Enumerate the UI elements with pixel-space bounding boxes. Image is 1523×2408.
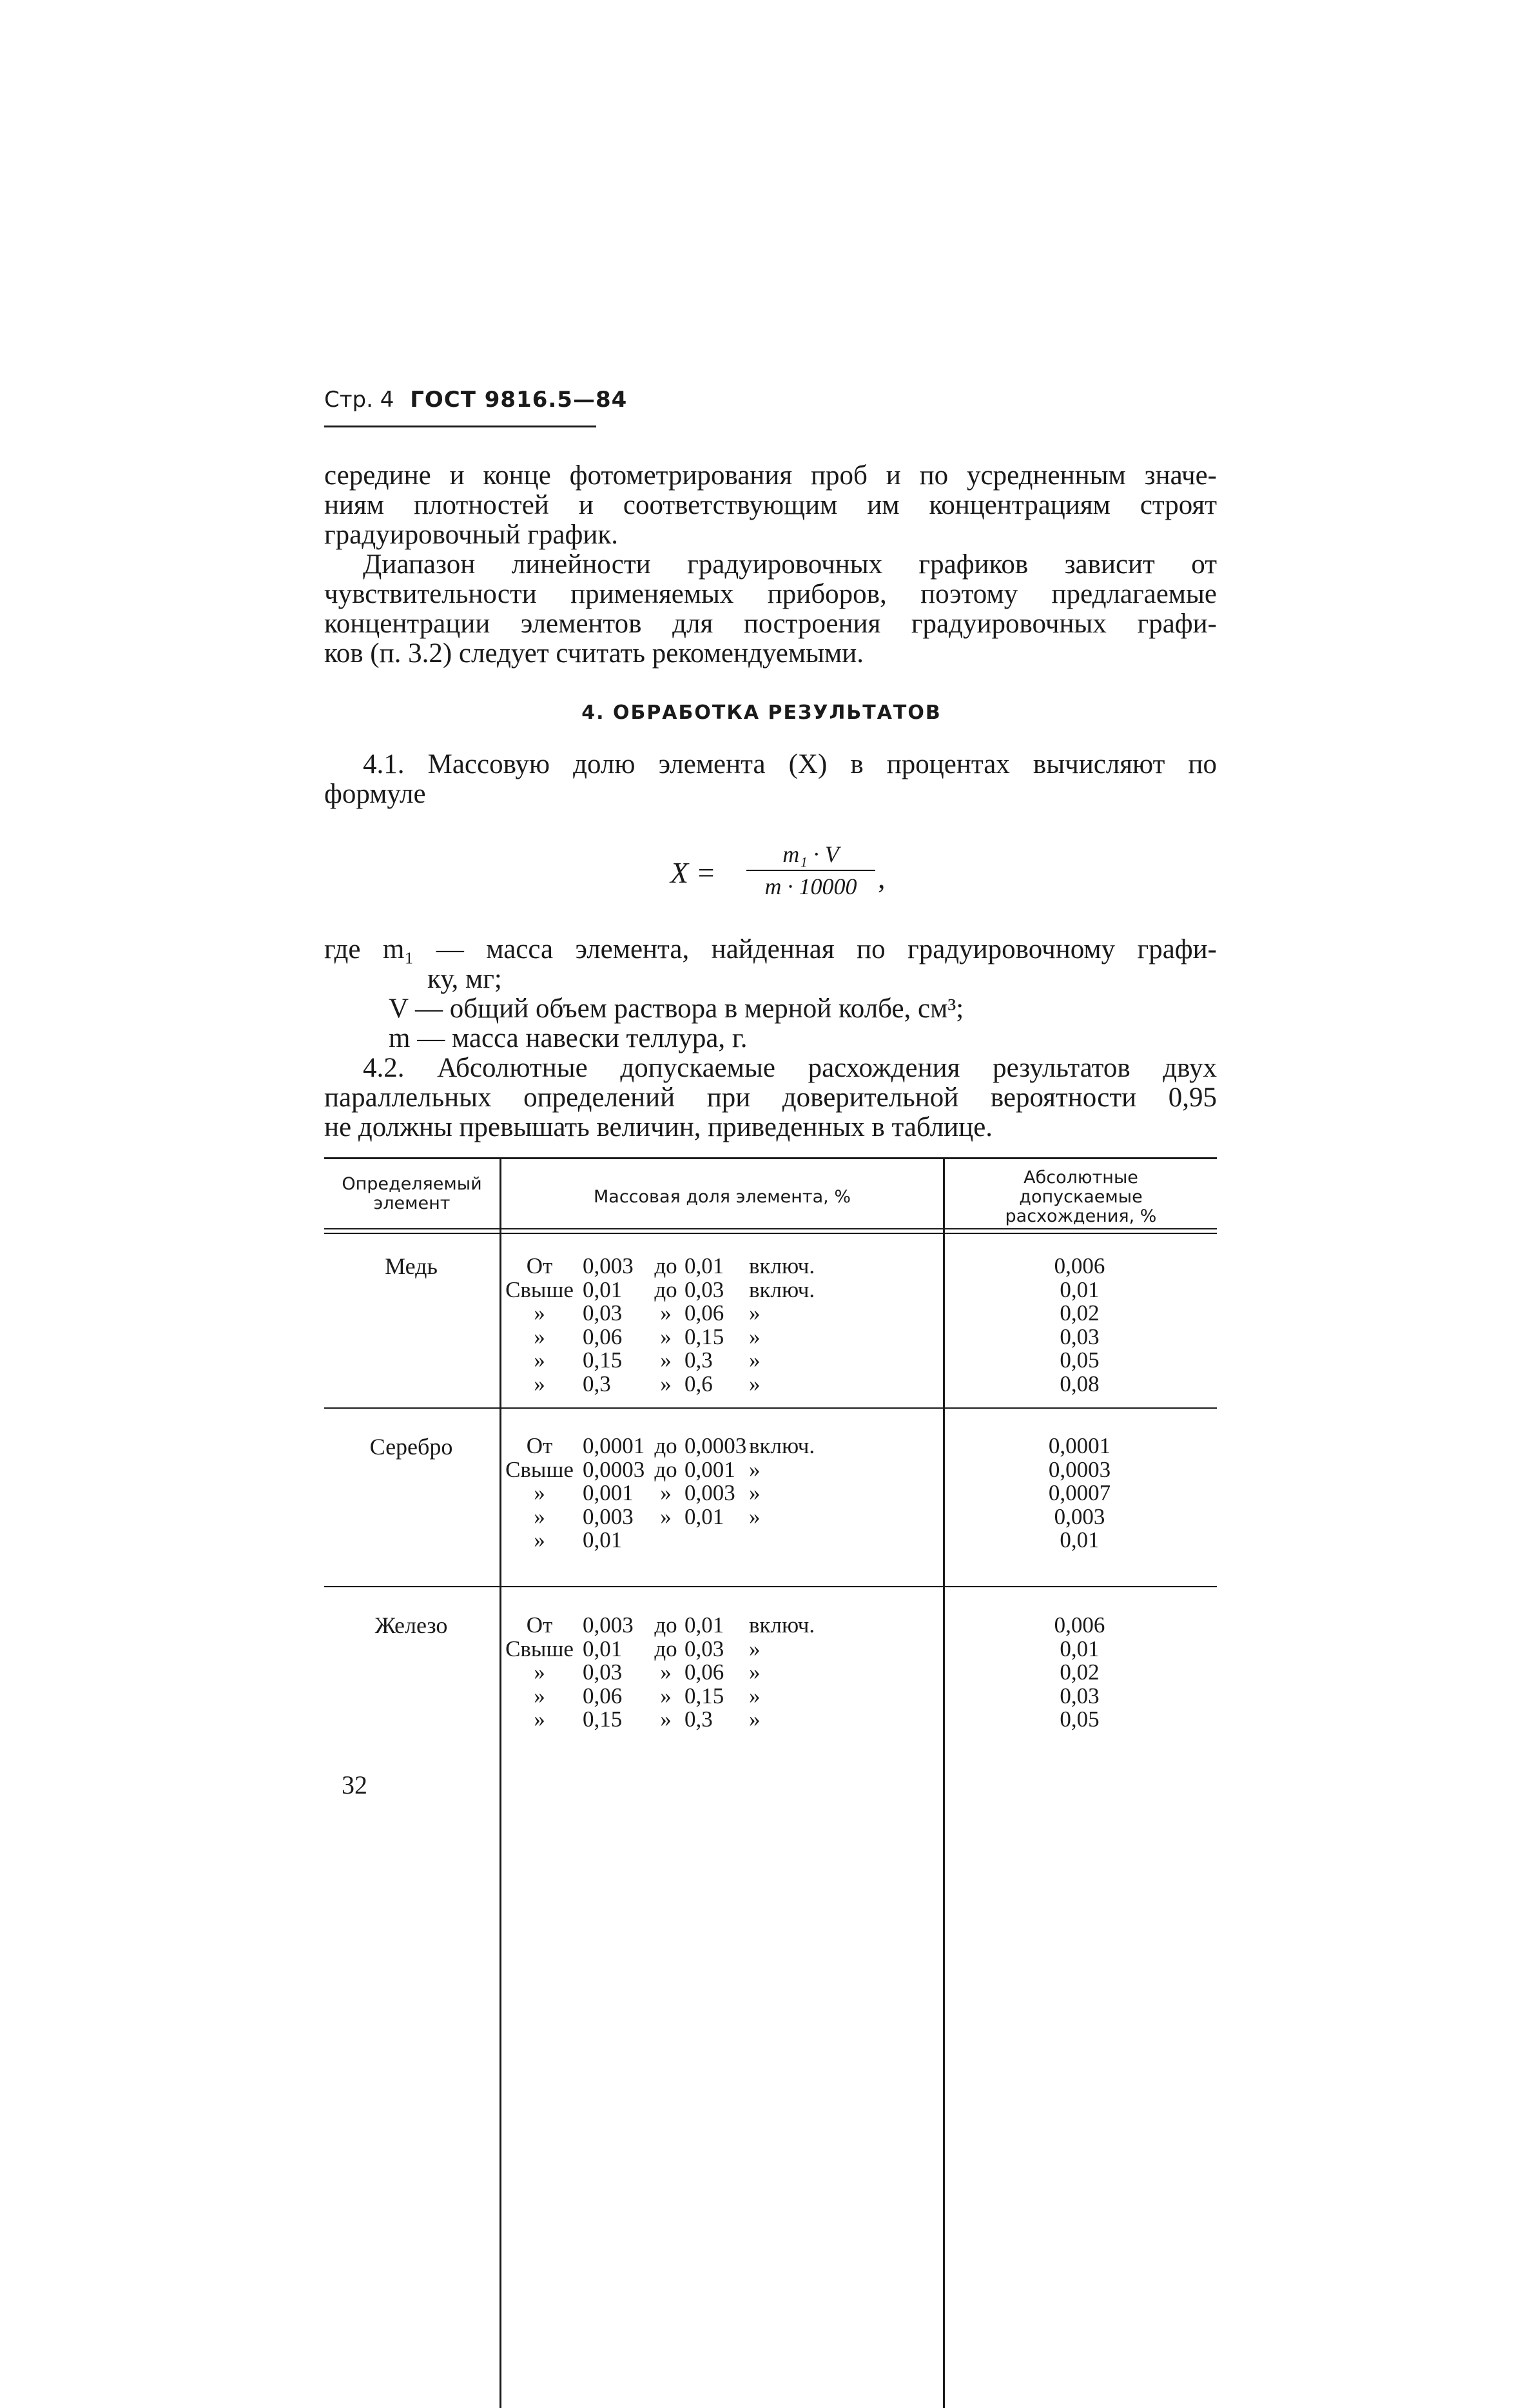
range-cell: включ. [749, 1612, 815, 1638]
range-cell: включ. [749, 1253, 815, 1278]
range-cell: 0,06 [684, 1659, 724, 1685]
p42-line: параллельных определений при доверительной вероятности 0,95 [324, 1082, 1217, 1113]
range-cell: » [660, 1347, 672, 1373]
deviation-cell: 0,006 [1054, 1253, 1105, 1278]
table-header-rule [324, 1228, 1217, 1229]
header-deviation-line: допускаемые [1019, 1187, 1143, 1207]
deviation-cell: 0,0007 [1048, 1480, 1111, 1505]
deviation-cell: 0,08 [1060, 1371, 1100, 1396]
range-cell: 0,01 [583, 1277, 623, 1302]
table-row [501, 1278, 815, 1302]
range-cell: » [660, 1480, 672, 1505]
range-cell: 0,15 [583, 1707, 623, 1732]
range-cell: до [654, 1277, 677, 1302]
range-cell: » [749, 1457, 761, 1482]
p42-line: 4.2. Абсолютные допускаемые расхождения результатов двух [363, 1053, 1217, 1083]
deviation-cell: 0,02 [1060, 1300, 1100, 1326]
deviation-cell: 0,01 [1060, 1277, 1100, 1302]
definition-line: m — масса навески теллура, г. [389, 1023, 748, 1053]
deviation-cell: 0,03 [1060, 1683, 1100, 1708]
range-cell: » [534, 1371, 545, 1396]
range-cell: » [534, 1480, 545, 1505]
range-cell: От [526, 1253, 553, 1278]
range-cell: 0,15 [684, 1324, 724, 1349]
table-row [501, 1638, 761, 1661]
deviation-cell: 0,02 [1060, 1659, 1100, 1685]
range-cell: 0,06 [583, 1324, 623, 1349]
deviation-cell: 0,006 [1054, 1612, 1105, 1638]
definition-line: где m₁ — масса элемента, найденная по градуировочному графи- [324, 934, 1217, 964]
p41-line: формуле [324, 779, 426, 809]
header-element-line: Определяемый [342, 1174, 482, 1194]
table-row [501, 1708, 761, 1731]
deviation-cell: 0,03 [1060, 1324, 1100, 1349]
range-cell: » [749, 1371, 761, 1396]
table-row [501, 1349, 761, 1372]
range-cell: » [749, 1636, 761, 1661]
page-number: 32 [342, 1770, 367, 1799]
range-cell: » [749, 1300, 761, 1326]
fraction-bar [746, 870, 875, 871]
range-cell: 0,0003 [684, 1433, 747, 1458]
p42-line: не должны превышать величин, приведенных в таблице. [324, 1112, 993, 1142]
range-cell: 0,06 [684, 1300, 724, 1326]
header-rule [324, 426, 596, 427]
range-cell: 0,01 [684, 1504, 724, 1529]
range-cell: » [660, 1659, 672, 1685]
range-cell: 0,0001 [583, 1433, 645, 1458]
range-cell: включ. [749, 1433, 815, 1458]
range-cell: Свыше [505, 1457, 574, 1482]
range-cell: 0,01 [684, 1612, 724, 1638]
deviation-cell: 0,01 [1060, 1527, 1100, 1552]
range-cell: 0,06 [583, 1683, 623, 1708]
range-cell: » [534, 1504, 545, 1529]
range-cell: 0,003 [583, 1504, 634, 1529]
range-cell: » [660, 1707, 672, 1732]
range-cell: 0,01 [684, 1253, 724, 1278]
p41-line: 4.1. Массовую долю элемента (X) в процентах вычисляют по [363, 749, 1217, 779]
formula-denominator: m · 10000 [764, 874, 857, 899]
range-cell: 0,03 [684, 1277, 724, 1302]
formula-numerator: m₁ · V [782, 841, 839, 867]
range-cell: 0,15 [583, 1347, 623, 1373]
range-cell: » [534, 1300, 545, 1326]
intro-line: градуировочный график. [324, 520, 619, 550]
intro-line: ниям плотностей и соответствующим им концентрациям строят [324, 490, 1217, 520]
range-cell: 0,001 [684, 1457, 735, 1482]
range-cell: 0,01 [583, 1527, 623, 1552]
table-row [501, 1373, 761, 1396]
formula-fraction [746, 841, 875, 899]
deviation-cell: 0,05 [1060, 1707, 1100, 1732]
range-cell: Свыше [505, 1277, 574, 1302]
range-cell: 0,3 [684, 1707, 713, 1732]
range-cell: до [654, 1612, 677, 1638]
range-cell: включ. [749, 1277, 815, 1302]
range-cell: » [749, 1480, 761, 1505]
range-line: Диапазон линейности градуировочных графиков зависит от [363, 549, 1217, 580]
range-cell: 0,3 [583, 1371, 611, 1396]
range-cell: 0,003 [684, 1480, 735, 1505]
range-cell: » [749, 1347, 761, 1373]
table-top-rule [324, 1157, 1217, 1159]
range-cell: 0,001 [583, 1480, 634, 1505]
table-row [501, 1326, 761, 1349]
table-group-rule [324, 1586, 1217, 1587]
range-cell: » [749, 1324, 761, 1349]
range-cell: 0,01 [583, 1636, 623, 1661]
header-deviation-line: расхождения, % [1005, 1206, 1157, 1226]
range-line: концентрации элементов для построения градуировочных графи- [324, 609, 1217, 639]
element-name: Серебро [369, 1434, 453, 1460]
range-cell: » [660, 1324, 672, 1349]
table-row [501, 1458, 761, 1482]
definition-line: V — общий объем раствора в мерной колбе, см³; [389, 994, 964, 1024]
range-cell: » [749, 1504, 761, 1529]
header-element-line: элемент [373, 1193, 451, 1213]
header-deviation-line: Абсолютные [1023, 1168, 1138, 1188]
page-header [324, 387, 627, 413]
intro-line: середине и конце фотометрирования проб и по усредненным значе- [324, 460, 1217, 491]
table-row [501, 1661, 761, 1684]
formula-lhs: X = [670, 856, 716, 889]
range-cell: » [749, 1683, 761, 1708]
formula-comma: , [878, 861, 886, 894]
range-cell: Свыше [505, 1636, 574, 1661]
range-cell: » [660, 1371, 672, 1396]
range-cell: » [534, 1707, 545, 1732]
range-cell: 0,03 [684, 1636, 724, 1661]
range-line: ков (п. 3.2) следует считать рекомендуемыми. [324, 638, 864, 669]
range-line: чувствительности применяемых приборов, поэтому предлагаемые [324, 579, 1217, 609]
range-cell: до [654, 1636, 677, 1661]
range-cell: » [660, 1300, 672, 1326]
range-cell: 0,03 [583, 1300, 623, 1326]
range-cell: 0,15 [684, 1683, 724, 1708]
range-cell: » [534, 1527, 545, 1552]
range-cell: 0,6 [684, 1371, 713, 1396]
range-cell: От [526, 1433, 553, 1458]
header-deviation [945, 1168, 1217, 1226]
definition-line: ку, мг; [427, 964, 502, 994]
range-cell: 0,003 [583, 1253, 634, 1278]
deviation-cell: 0,003 [1054, 1504, 1105, 1529]
range-cell: » [534, 1347, 545, 1373]
range-cell: до [654, 1253, 677, 1278]
table-row [501, 1614, 815, 1637]
table-row [501, 1685, 761, 1708]
table-row [501, 1529, 749, 1552]
range-cell: От [526, 1612, 553, 1638]
range-cell: » [749, 1707, 761, 1732]
table-header-rule-double [324, 1233, 1217, 1234]
page-label: Стр. 4 [324, 387, 394, 413]
section-title: 4. ОБРАБОТКА РЕЗУЛЬТАТОВ [581, 701, 942, 724]
range-cell: » [534, 1324, 545, 1349]
deviation-cell: 0,0001 [1048, 1433, 1111, 1458]
range-cell: » [534, 1683, 545, 1708]
deviation-cell: 0,05 [1060, 1347, 1100, 1373]
range-cell: до [654, 1433, 677, 1458]
header-fraction: Массовая доля элемента, % [593, 1187, 851, 1207]
table-row [501, 1302, 761, 1325]
range-cell: » [660, 1504, 672, 1529]
range-cell: до [654, 1457, 677, 1482]
element-name: Железо [374, 1612, 448, 1638]
table-row [501, 1482, 761, 1505]
table-row [501, 1434, 815, 1458]
deviation-cell: 0,01 [1060, 1636, 1100, 1661]
table-row [501, 1505, 761, 1529]
table-row [501, 1255, 815, 1278]
range-cell: » [749, 1659, 761, 1685]
range-cell: 0,3 [684, 1347, 713, 1373]
table-group-rule [324, 1407, 1217, 1409]
range-cell: » [660, 1683, 672, 1708]
range-cell: 0,003 [583, 1612, 634, 1638]
range-cell: » [534, 1659, 545, 1685]
range-cell: 0,0003 [583, 1457, 645, 1482]
header-element [324, 1175, 500, 1213]
document-title: ГОСТ 9816.5—84 [410, 387, 628, 413]
range-cell: 0,03 [583, 1659, 623, 1685]
element-name: Медь [385, 1253, 438, 1279]
deviation-cell: 0,0003 [1048, 1457, 1111, 1482]
